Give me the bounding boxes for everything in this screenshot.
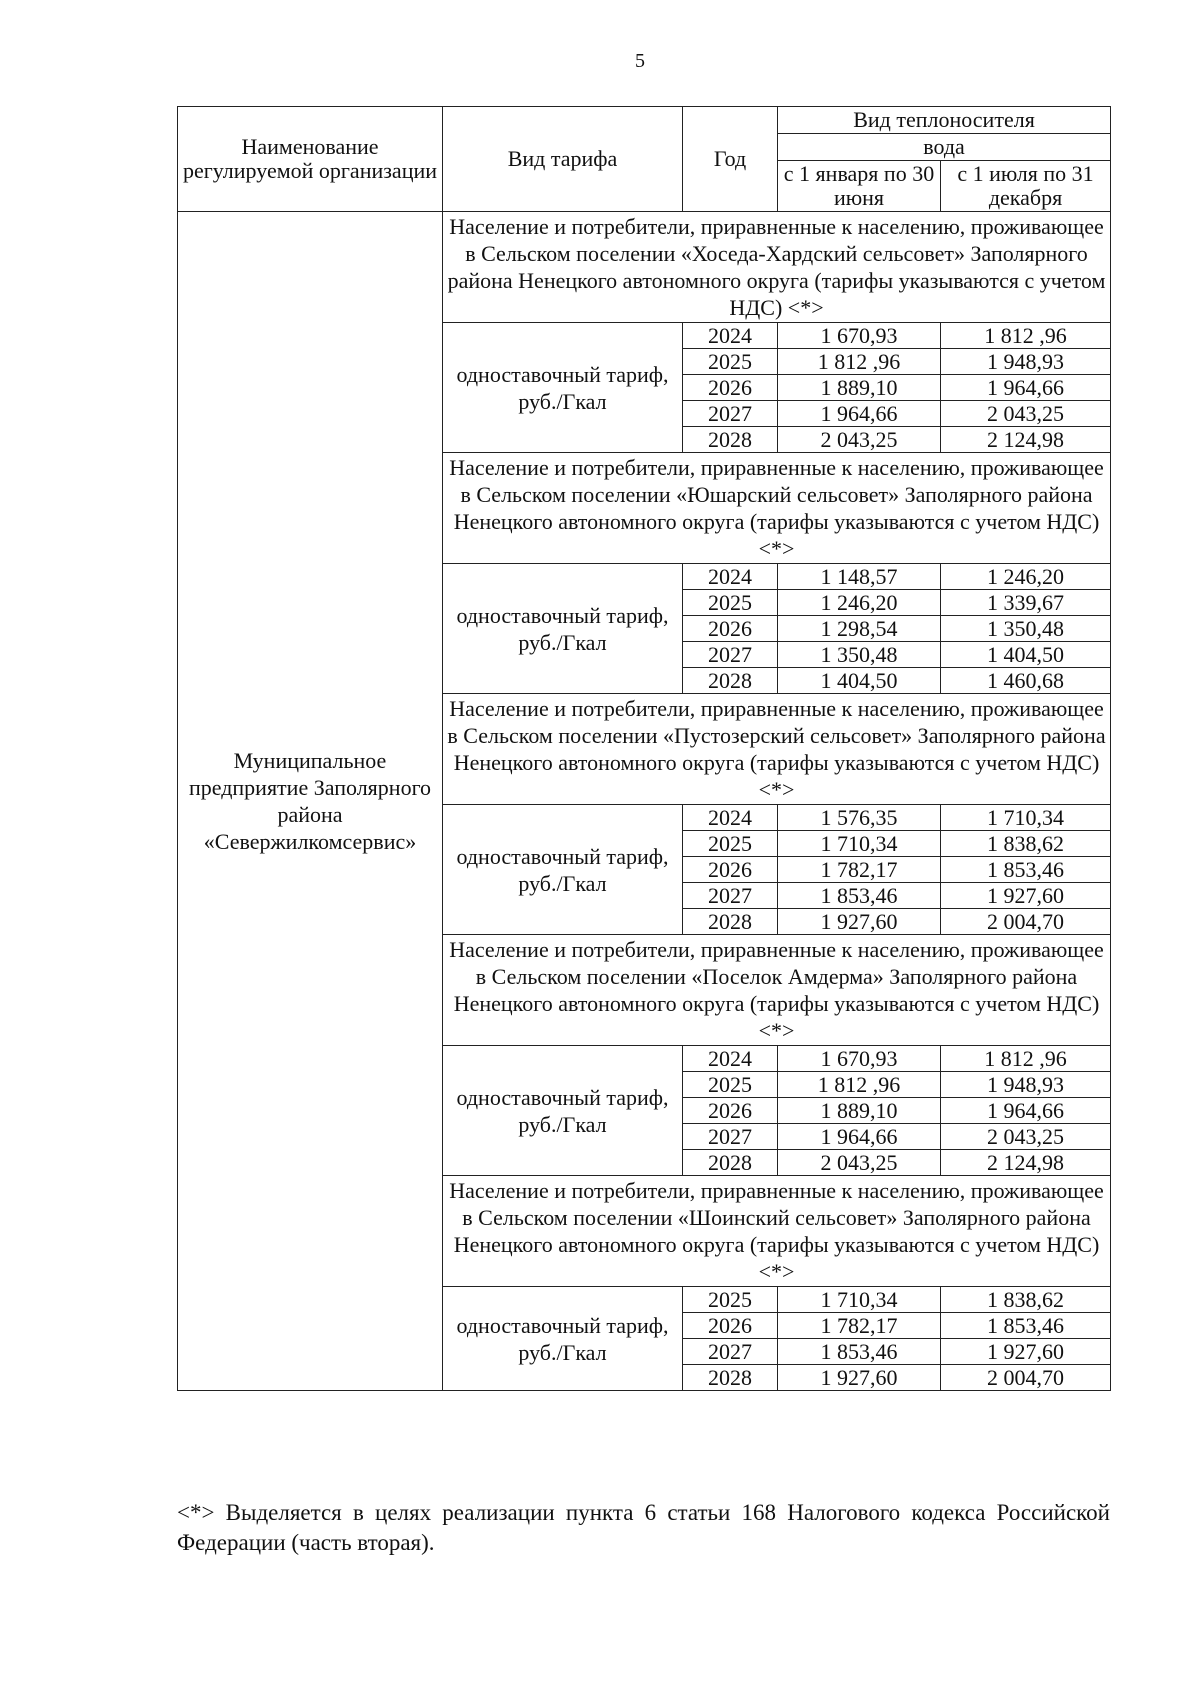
year-cell: 2024	[683, 1046, 778, 1072]
year-cell: 2027	[683, 401, 778, 427]
value-period-1: 1 670,93	[778, 323, 941, 349]
year-cell: 2028	[683, 1150, 778, 1176]
value-period-2: 1 460,68	[941, 668, 1111, 694]
value-period-1: 1 964,66	[778, 401, 941, 427]
value-period-2: 2 124,98	[941, 427, 1111, 453]
header-period-1: с 1 января по 30 июня	[778, 161, 941, 212]
group-title: Население и потребители, приравненные к населению, проживающее в Сельском поселении «Хоседа-Хардский сельсовет» Заполярного района Ненецкого автономного округа (тарифы указываются с учетом НДС) <*>	[443, 212, 1111, 323]
header-year: Год	[683, 107, 778, 212]
year-cell: 2028	[683, 909, 778, 935]
year-cell: 2024	[683, 564, 778, 590]
value-period-2: 1 853,46	[941, 1313, 1111, 1339]
header-org: Наименование регулируемой организации	[178, 107, 443, 212]
value-period-2: 1 404,50	[941, 642, 1111, 668]
value-period-1: 1 782,17	[778, 857, 941, 883]
value-period-2: 1 350,48	[941, 616, 1111, 642]
tariff-kind: одноставочный тариф, руб./Гкал	[443, 1287, 683, 1391]
value-period-1: 1 927,60	[778, 909, 941, 935]
year-cell: 2025	[683, 831, 778, 857]
year-cell: 2028	[683, 668, 778, 694]
value-period-2: 1 710,34	[941, 805, 1111, 831]
header-period-2: с 1 июля по 31 декабря	[941, 161, 1111, 212]
group-title: Население и потребители, приравненные к населению, проживающее в Сельском поселении «Шоинский сельсовет» Заполярного района Ненецкого автономного округа (тарифы указываются с учетом НДС) <*>	[443, 1176, 1111, 1287]
value-period-1: 1 576,35	[778, 805, 941, 831]
year-cell: 2026	[683, 375, 778, 401]
year-cell: 2025	[683, 1287, 778, 1313]
group-title: Население и потребители, приравненные к населению, проживающее в Сельском поселении «Пустозерский сельсовет» Заполярного района Ненецкого автономного округа (тарифы указываются с учетом НДС) <*>	[443, 694, 1111, 805]
year-cell: 2026	[683, 857, 778, 883]
value-period-1: 1 889,10	[778, 1098, 941, 1124]
value-period-2: 1 812 ,96	[941, 1046, 1111, 1072]
value-period-2: 1 964,66	[941, 1098, 1111, 1124]
value-period-2: 2 043,25	[941, 401, 1111, 427]
value-period-1: 2 043,25	[778, 1150, 941, 1176]
value-period-1: 1 812 ,96	[778, 1072, 941, 1098]
value-period-2: 1 964,66	[941, 375, 1111, 401]
year-cell: 2025	[683, 590, 778, 616]
value-period-2: 1 246,20	[941, 564, 1111, 590]
group-title: Население и потребители, приравненные к населению, проживающее в Сельском поселении «Юшарский сельсовет» Заполярного района Ненецкого автономного округа (тарифы указываются с учетом НДС) <*>	[443, 453, 1111, 564]
tariff-kind: одноставочный тариф, руб./Гкал	[443, 805, 683, 935]
header-tariff-kind: Вид тарифа	[443, 107, 683, 212]
value-period-1: 1 927,60	[778, 1365, 941, 1391]
value-period-1: 1 710,34	[778, 1287, 941, 1313]
value-period-2: 1 927,60	[941, 1339, 1111, 1365]
year-cell: 2027	[683, 1124, 778, 1150]
value-period-1: 1 670,93	[778, 1046, 941, 1072]
value-period-1: 1 889,10	[778, 375, 941, 401]
value-period-1: 1 404,50	[778, 668, 941, 694]
tariff-kind: одноставочный тариф, руб./Гкал	[443, 1046, 683, 1176]
value-period-2: 1 948,93	[941, 349, 1111, 375]
value-period-1: 1 148,57	[778, 564, 941, 590]
tariff-table	[177, 106, 1111, 1391]
value-period-1: 2 043,25	[778, 427, 941, 453]
value-period-1: 1 853,46	[778, 883, 941, 909]
value-period-2: 1 927,60	[941, 883, 1111, 909]
year-cell: 2027	[683, 642, 778, 668]
header-carrier: Вид теплоносителя	[778, 107, 1111, 134]
value-period-2: 1 812 ,96	[941, 323, 1111, 349]
year-cell: 2026	[683, 1098, 778, 1124]
value-period-1: 1 812 ,96	[778, 349, 941, 375]
page-number: 5	[635, 50, 645, 72]
header-water: вода	[778, 134, 1111, 161]
year-cell: 2028	[683, 427, 778, 453]
value-period-2: 2 004,70	[941, 909, 1111, 935]
value-period-2: 1 853,46	[941, 857, 1111, 883]
year-cell: 2026	[683, 616, 778, 642]
value-period-2: 1 339,67	[941, 590, 1111, 616]
value-period-2: 1 948,93	[941, 1072, 1111, 1098]
value-period-1: 1 246,20	[778, 590, 941, 616]
year-cell: 2025	[683, 349, 778, 375]
year-cell: 2027	[683, 883, 778, 909]
year-cell: 2027	[683, 1339, 778, 1365]
value-period-1: 1 298,54	[778, 616, 941, 642]
footnote: <*> Выделяется в целях реализации пункта 6 статьи 168 Налогового кодекса Российской Федерации (часть вторая).	[177, 1500, 1110, 1555]
value-period-2: 2 124,98	[941, 1150, 1111, 1176]
organization-name: Муниципальное предприятие Заполярного района «Севержилкомсервис»	[178, 212, 443, 1391]
year-cell: 2025	[683, 1072, 778, 1098]
value-period-1: 1 350,48	[778, 642, 941, 668]
value-period-1: 1 782,17	[778, 1313, 941, 1339]
year-cell: 2024	[683, 323, 778, 349]
value-period-1: 1 853,46	[778, 1339, 941, 1365]
value-period-2: 2 043,25	[941, 1124, 1111, 1150]
value-period-1: 1 964,66	[778, 1124, 941, 1150]
value-period-2: 1 838,62	[941, 1287, 1111, 1313]
value-period-1: 1 710,34	[778, 831, 941, 857]
year-cell: 2028	[683, 1365, 778, 1391]
value-period-2: 1 838,62	[941, 831, 1111, 857]
tariff-kind: одноставочный тариф, руб./Гкал	[443, 323, 683, 453]
value-period-2: 2 004,70	[941, 1365, 1111, 1391]
group-title: Население и потребители, приравненные к населению, проживающее в Сельском поселении «Поселок Амдерма» Заполярного района Ненецкого автономного округа (тарифы указываются с учетом НДС) <*>	[443, 935, 1111, 1046]
year-cell: 2024	[683, 805, 778, 831]
tariff-kind: одноставочный тариф, руб./Гкал	[443, 564, 683, 694]
year-cell: 2026	[683, 1313, 778, 1339]
